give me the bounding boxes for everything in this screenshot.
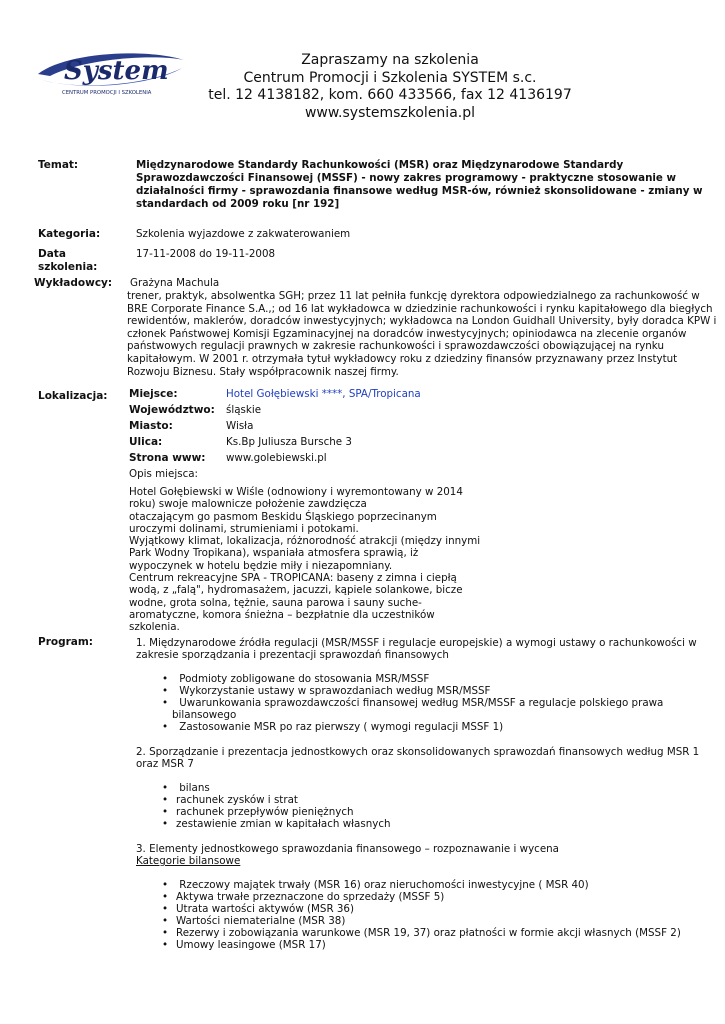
street-key: Ulica:	[129, 436, 163, 448]
program-label: Program:	[38, 636, 94, 648]
bullet-icon: •	[162, 697, 169, 709]
bullet-icon: •	[162, 903, 169, 915]
list-item	[162, 794, 298, 806]
list-item	[162, 782, 210, 794]
bullet-icon: •	[162, 915, 169, 927]
section3-title: 3. Elementy jednostkowego sprawozdania finansowego – rozpoznawanie i wycena	[136, 843, 559, 855]
list-item-text: Wartości niematerialne (MSR 38)	[176, 915, 346, 927]
topic-line: standardach od 2009 roku [nr 192]	[136, 198, 340, 210]
section2-title-line: 2. Sporządzanie i prezentacja jednostkowych oraz skonsolidowanych sprawozdań finansowych według MSR 1	[136, 746, 700, 758]
section1-title-line: zakresie sporządzania i prezentacji sprawozdań finansowych	[136, 649, 449, 661]
lecturer-name: Grażyna Machula	[130, 277, 220, 289]
province-key: Województwo:	[129, 404, 215, 416]
list-item-text: Zastosowanie MSR po raz pierwszy ( wymogi regulacji MSSF 1)	[176, 721, 504, 733]
description-line: szkolenia.	[129, 621, 180, 634]
bio-line: rewidentów, maklerów, doradców inwestycyjnych; wykładowca na London Guidhall University, były doradca KPW i	[127, 315, 717, 328]
description-label: Opis miejsca:	[129, 468, 199, 480]
bullet-icon: •	[162, 721, 169, 733]
place-key: Miejsce:	[129, 388, 178, 400]
list-item	[162, 806, 354, 818]
bullet-icon: •	[162, 927, 169, 939]
city-key: Miasto:	[129, 420, 173, 432]
logo-wordmark: System	[64, 56, 169, 86]
section2-title-line: oraz MSR 7	[136, 758, 194, 770]
list-item-text: Utrata wartości aktywów (MSR 36)	[176, 903, 355, 915]
bullet-icon: •	[162, 806, 169, 818]
list-item	[162, 721, 503, 733]
list-item	[162, 879, 589, 891]
description-line: uroczymi dolinami, strumieniami i potokami.	[129, 522, 359, 535]
bio-line: trener, praktyk, absolwentka SGH; przez 11 lat pełniła funkcję dyrektora odpowiedzialnego za rachunkowość w	[127, 290, 700, 302]
topic-line: działalności firmy - sprawozdania finansowe według MSR-ów, również skonsolidowane - zmiany w	[136, 185, 703, 197]
list-item	[162, 939, 326, 951]
bio-line: państwowych regulacji prawnych w zakresie rachunkowości i sprawozdawczości obowiązującej na rynku	[127, 340, 664, 353]
list-item-text: Podmioty zobligowane do stosowania MSR/MSSF	[176, 673, 430, 685]
description-line: Wyjątkowy klimat, lokalizacja, różnorodność atrakcji (między innymi	[129, 535, 481, 548]
description-line: aromatyczne, komora śnieżna – bezpłatnie dla uczestników	[129, 608, 435, 621]
section1-title-line: 1. Międzynarodowe źródła regulacji (MSR/MSSF i regulacje europejskie) a wymogi ustawy o rachunkowości w	[136, 637, 697, 649]
lecturer-bio	[127, 290, 717, 378]
description-line: Hotel Gołębiewski w Wiśle (odnowiony i wyremontowany w 2014	[129, 486, 463, 498]
topic-line: Sprawozdawczości Finansowej (MSSF) - nowy zakres programowy - praktyczne stosowanie w	[136, 172, 677, 184]
bullet-icon: •	[162, 891, 169, 903]
website-key: Strona www:	[129, 452, 206, 464]
header-line: Zapraszamy na szkolenia	[301, 52, 479, 68]
list-item	[162, 673, 429, 685]
list-item-text: bilans	[176, 782, 210, 794]
province-value: śląskie	[226, 404, 262, 416]
section3-subtitle: Kategorie bilansowe	[136, 855, 241, 867]
bullet-icon: •	[162, 685, 169, 697]
list-item-text: Aktywa trwałe przeznaczone do sprzedaży (MSSF 5)	[176, 891, 445, 903]
topic-line: Międzynarodowe Standardy Rachunkowości (MSR) oraz Międzynarodowe Standardy	[136, 159, 624, 171]
description-line: otaczającym go pasmom Beskidu Śląskiego poprzecinanym	[129, 510, 437, 523]
list-item	[162, 891, 444, 903]
header-contact	[200, 52, 580, 122]
topic-label: Temat:	[38, 159, 79, 171]
company-logo	[36, 46, 186, 100]
description-line: roku) swoje malownicze położenie zawdzięcza	[129, 498, 367, 511]
bio-line: członek Państwowej Komisji Egzaminacyjnej na doradców inwestycyjnych; opiniodawca na zlecenie organów	[127, 327, 687, 340]
list-item-text: Rzeczowy majątek trwały (MSR 16) oraz nieruchomości inwestycyjne ( MSR 40)	[176, 879, 589, 891]
bio-line: Rozwoju Biznesu. Stały współpracownik naszej firmy.	[127, 365, 399, 378]
bullet-icon: •	[162, 939, 169, 951]
category-label: Kategoria:	[38, 228, 101, 240]
bullet-icon: •	[162, 879, 169, 891]
header-line: tel. 12 4138182, kom. 660 433566, fax 12 4136197	[208, 87, 572, 103]
list-item	[162, 903, 354, 915]
list-item-text: Rezerwy i zobowiązania warunkowe (MSR 19, 37) oraz płatności w formie akcji własnych (MSSF 2)	[176, 927, 681, 939]
list-item-text: Uwarunkowania sprawozdawczości finansowej według MSR/MSSF a regulacje polskiego prawa	[176, 697, 664, 709]
date-label-line: szkolenia:	[38, 261, 98, 273]
list-item	[162, 927, 681, 939]
header-website[interactable]: www.systemszkolenia.pl	[304, 104, 476, 121]
category-value: Szkolenia wyjazdowe z zakwaterowaniem	[136, 228, 351, 240]
list-item	[162, 915, 345, 927]
list-item-text: Umowy leasingowe (MSR 17)	[176, 939, 326, 951]
list-item-text: rachunek zysków i strat	[176, 794, 298, 806]
description-line: wypoczynek w hotelu będzie miły i niezapomniany.	[129, 559, 393, 572]
city-value: Wisła	[226, 420, 254, 432]
lecturers-label: Wykładowcy:	[34, 277, 113, 289]
venue-description	[129, 486, 481, 634]
bullet-icon: •	[162, 818, 169, 830]
website-value[interactable]: www.golebiewski.pl	[226, 452, 327, 464]
description-line: Centrum rekreacyjne SPA - TROPICANA: baseny z zimna i ciepłą	[129, 572, 457, 585]
list-item	[162, 697, 663, 709]
list-item-continuation: bilansowego	[172, 709, 237, 721]
topic-value	[136, 159, 703, 211]
street-value: Ks.Bp Juliusza Bursche 3	[226, 436, 352, 448]
location-label: Lokalizacja:	[38, 390, 108, 402]
bullet-icon: •	[162, 782, 169, 794]
description-line: wodą, z „falą", hydromasażem, jacuzzi, kąpiele solankowe, bicze	[129, 584, 463, 597]
description-line: wodne, grota solna, tężnie, sauna parowa i sauny suche-	[129, 596, 422, 609]
logo-subtitle: CENTRUM PROMOCJI I SZKOLENIA	[62, 90, 152, 96]
list-item	[162, 818, 391, 830]
bio-line: kapitałowym. W 2001 r. otrzymała tytuł wykładowcy roku z dziedziny finansów przyznawany przez Instytut	[127, 352, 678, 365]
date-label-line: Data	[38, 248, 66, 260]
bio-line: BRE Corporate Finance S.A.,; od 16 lat wykładowca w dziedzinie rachunkowości i rynku kapitałowego dla biegłych	[127, 302, 713, 315]
list-item	[162, 685, 490, 697]
list-item-text: zestawienie zmian w kapitałach własnych	[176, 818, 391, 830]
bullet-icon: •	[162, 673, 169, 685]
list-item-text: rachunek przepływów pieniężnych	[176, 806, 354, 818]
date-label	[38, 248, 97, 274]
date-value: 17-11-2008 do 19-11-2008	[136, 248, 276, 260]
description-line: Park Wodny Tropikana), wspaniała atmosfera sprawią, iż	[129, 547, 419, 560]
list-item-text: Wykorzystanie ustawy w sprawozdaniach według MSR/MSSF	[176, 685, 491, 697]
header-line: Centrum Promocji i Szkolenia SYSTEM s.c.	[243, 69, 537, 86]
bullet-icon: •	[162, 794, 169, 806]
place-link[interactable]: Hotel Gołębiewski ****, SPA/Tropicana	[226, 388, 421, 400]
